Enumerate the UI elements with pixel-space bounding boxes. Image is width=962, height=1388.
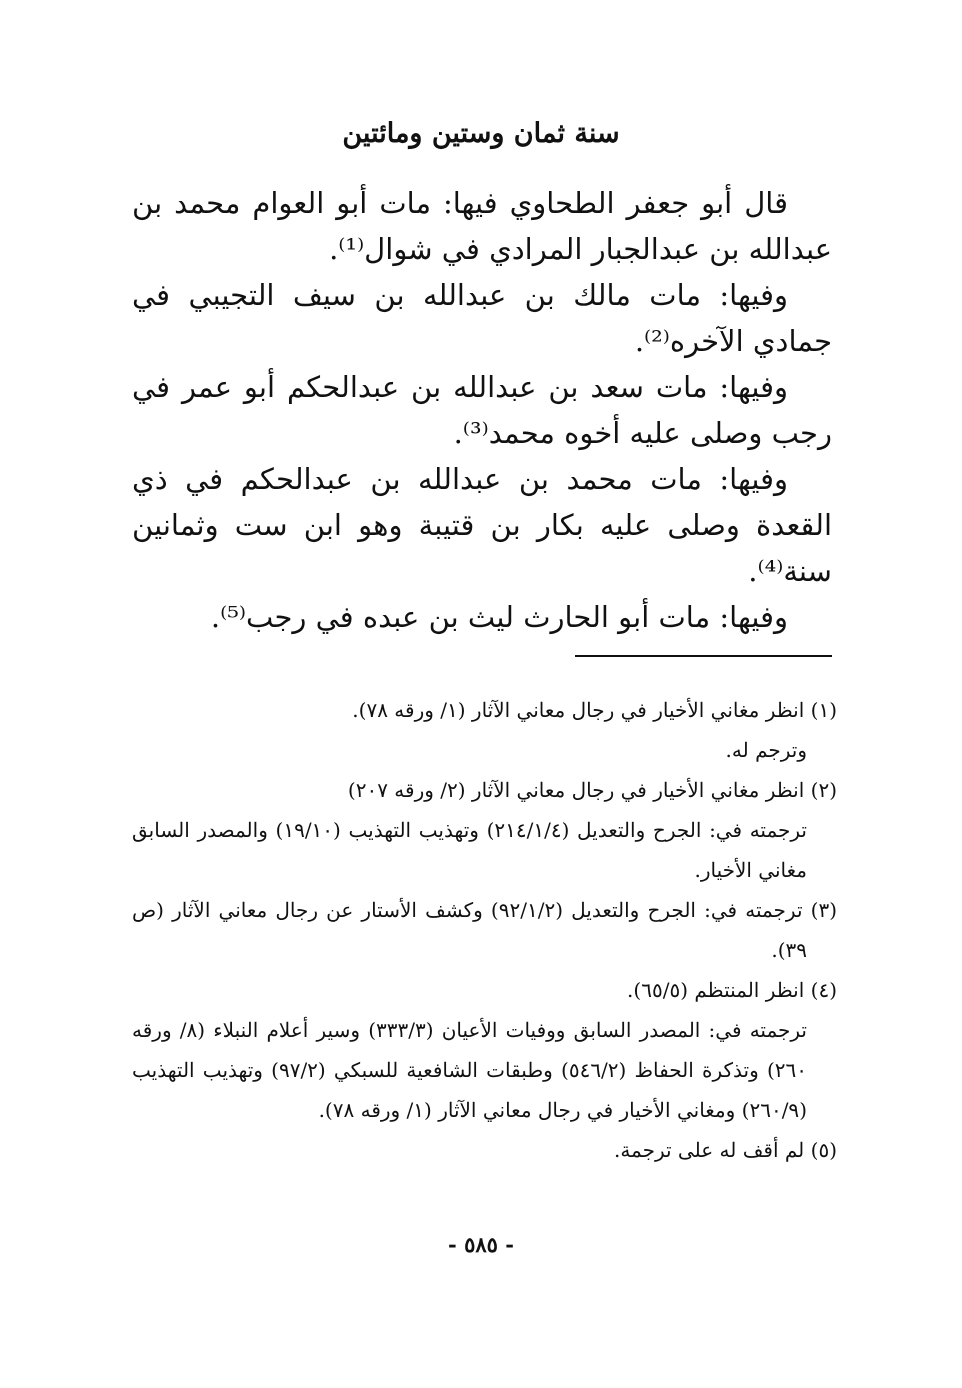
footnote-1: (١) انظر مغاني الأخيار في رجال معاني الآثار (١/ ورقه ٧٨). [352, 698, 837, 722]
main-text [132, 180, 832, 640]
footnote-5: (٥) لم أقف له على ترجمة. [613, 1138, 837, 1162]
paragraph-2: وفيها: مات مالك بن عبدالله بن سيف التجيبي في جمادي الآخره⁽²⁾. [132, 278, 832, 358]
footnote-4-continuation: ترجمته في: المصدر السابق ووفيات الأعيان (٣٣٣/٣) وسير أعلام النبلاء (٨/ ورقه ٢٦٠) وتذكرة الحفاظ (٥٤٦/٢) وطبقات الشافعية للسبكي (٩٧/٢) وتهذيب التهذيب (٢٦٠/٩) ومغاني الأخيار في رجال معاني الآثار (١/ ورقه ٧٨). [132, 1018, 807, 1122]
footnote-separator [575, 655, 832, 657]
paragraph-1: قال أبو جعفر الطحاوي فيها: مات أبو العوام محمد بن عبدالله بن عبدالجبار المرادي في شوال⁽¹⁾. [132, 186, 832, 266]
page-number: - ٥٨٥ - [448, 1232, 514, 1257]
paragraph-4: وفيها: مات محمد بن عبدالله بن عبدالحكم في ذي القعدة وصلى عليه بكار بن قتيبة وهو ابن ست وثمانين سنة⁽⁴⁾. [132, 462, 832, 588]
paragraph-3: وفيها: مات سعد بن عبدالله بن عبدالحكم أبو عمر في رجب وصلى عليه أخوه محمد⁽³⁾. [132, 370, 832, 450]
footnote-3: (٣) ترجمته في: الجرح والتعديل (٩٢/١/٢) وكشف الأستار عن رجال معاني الآثار (ص ٣٩). [132, 898, 838, 962]
section-heading: سنة ثمان وستين ومائتين [342, 118, 620, 149]
footnote-1-continuation: وترجم له. [725, 738, 807, 762]
footnotes [132, 690, 837, 1170]
footnote-4: (٤) انظر المنتظم (٦٥/٥). [627, 978, 837, 1002]
footnote-2: (٢) انظر مغاني الأخيار في رجال معاني الآثار (٢/ ورقه ٢٠٧) [347, 778, 837, 802]
paragraph-5: وفيها: مات أبو الحارث ليث بن عبده في رجب⁽⁵⁾. [210, 600, 788, 634]
footnote-2-continuation: ترجمته في: الجرح والتعديل (٢١٤/١/٤) وتهذيب التهذيب (١٩/١٠) والمصدر السابق مغاني الأخيار. [132, 818, 807, 882]
